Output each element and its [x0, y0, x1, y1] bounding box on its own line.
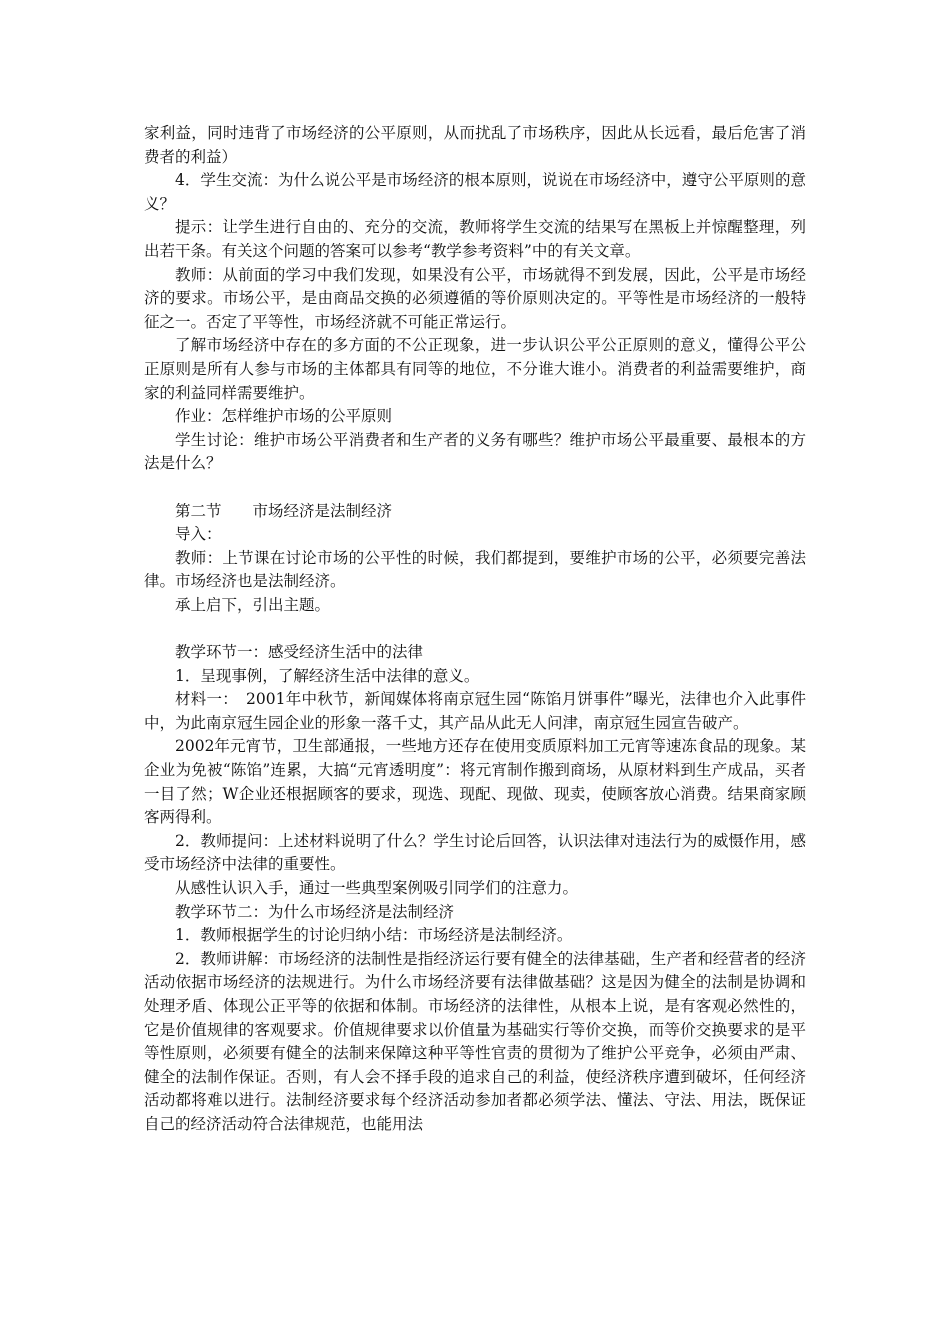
paragraph: 家利益，同时违背了市场经济的公平原则，从而扰乱了市场秩序，因此从长远看，最后危害了消费者的利益）	[144, 124, 806, 166]
teaching-step-heading: 教学环节一：感受经济生活中的法律	[175, 643, 424, 662]
paragraph: 4．学生交流：为什么说公平是市场经济的根本原则，说说在市场经济中，遵守公平原则的意义？	[144, 171, 806, 213]
paragraph: 1．教师根据学生的讨论归纳小结：市场经济是法制经济。	[175, 926, 573, 945]
paragraph: 2002年元宵节，卫生部通报，一些地方还存在使用变质原料加工元宵等速冻食品的现象。某企业为免被“陈馅”连累，大搞“元宵透明度”：将元宵制作搬到商场，从原材料到生产成品，买者一目了然；W企业还根据顾客的要求，现选、现配、现做、现卖，使顾客放心消费。结果商家顾客两得利。	[144, 737, 806, 827]
paragraph: 从感性认识入手，通过一些典型案例吸引同学们的注意力。	[175, 879, 579, 897]
section-heading: 第二节 市场经济是法制经济	[175, 501, 393, 520]
homework-line: 作业：怎样维护市场的公平原则	[175, 407, 393, 426]
paragraph: 教师：从前面的学习中我们发现，如果没有公平，市场就得不到发展，因此，公平是市场经济的要求。市场公平，是由商品交换的必须遵循的等价原则决定的。平等性是市场经济的一般特征之一。否定了平等性，市场经济就不可能正常运行。	[144, 265, 806, 331]
paragraph: 提示：让学生进行自由的、充分的交流，教师将学生交流的结果写在黑板上并惊醒整理，列出若干条。有关这个问题的答案可以参考“教学参考资料”中的有关文章。	[144, 218, 806, 260]
paragraph: 承上启下，引出主题。	[175, 595, 331, 614]
paragraph: 材料一： 2001年中秋节，新闻媒体将南京冠生园“陈馅月饼事件”曝光，法律也介入此事件中，为此南京冠生园企业的形象一落千丈，其产品从此无人问津，南京冠生园宣告破产。	[144, 690, 806, 732]
blank-line	[144, 617, 806, 641]
blank-line	[144, 476, 806, 500]
paragraph: 导入：	[175, 525, 222, 544]
paragraph: 教师：上节课在讨论市场的公平性的时候，我们都提到，要维护市场的公平，必须要完善法律。市场经济也是法制经济。	[144, 548, 806, 591]
paragraph: 1．呈现事例，了解经济生活中法律的意义。	[175, 666, 480, 685]
paragraph: 了解市场经济中存在的多方面的不公正现象，进一步认识公平公正原则的意义，懂得公平公正原则是所有人参与市场的主体都具有同等的地位，不分谁大谁小。消费者的利益需要维护，商家的利益同样需要维护。	[144, 336, 806, 402]
document-body	[144, 122, 806, 1137]
teaching-step-heading: 教学环节二：为什么市场经济是法制经济	[175, 902, 455, 921]
paragraph: 学生讨论：维护市场公平消费者和生产者的义务有哪些？维护市场公平最重要、最根本的方法是什么？	[144, 430, 806, 473]
paragraph: 2．教师提问：上述材料说明了什么？学生讨论后回答，认识法律对违法行为的威慑作用，感受市场经济中法律的重要性。	[144, 831, 806, 874]
paragraph: 2．教师讲解：市场经济的法制性是指经济运行要有健全的法律基础，生产者和经营者的经济活动依据市场经济的法规进行。为什么市场经济要有法律做基础？这是因为健全的法制是协调和处理矛盾、体现公正平等的依据和体制。市场经济的法律性，从根本上说，是有客观必然性的，它是价值规律的客观要求。价值规律要求以价值量为基础实行等价交换，而等价交换要求的是平等性原则，必须要有健全的法制来保障这种平等性官责的贯彻为了维护公平竞争，必须由严肃、健全的法制作保证。否则，有人会不择手段的追求自己的利益，使经济秩序遭到破坏，任何经济活动都将难以进行。法制经济要求每个经济活动参加者都必须学法、懂法、守法、用法，既保证自己的经济活动符合法律规范，也能用法	[144, 949, 806, 1133]
